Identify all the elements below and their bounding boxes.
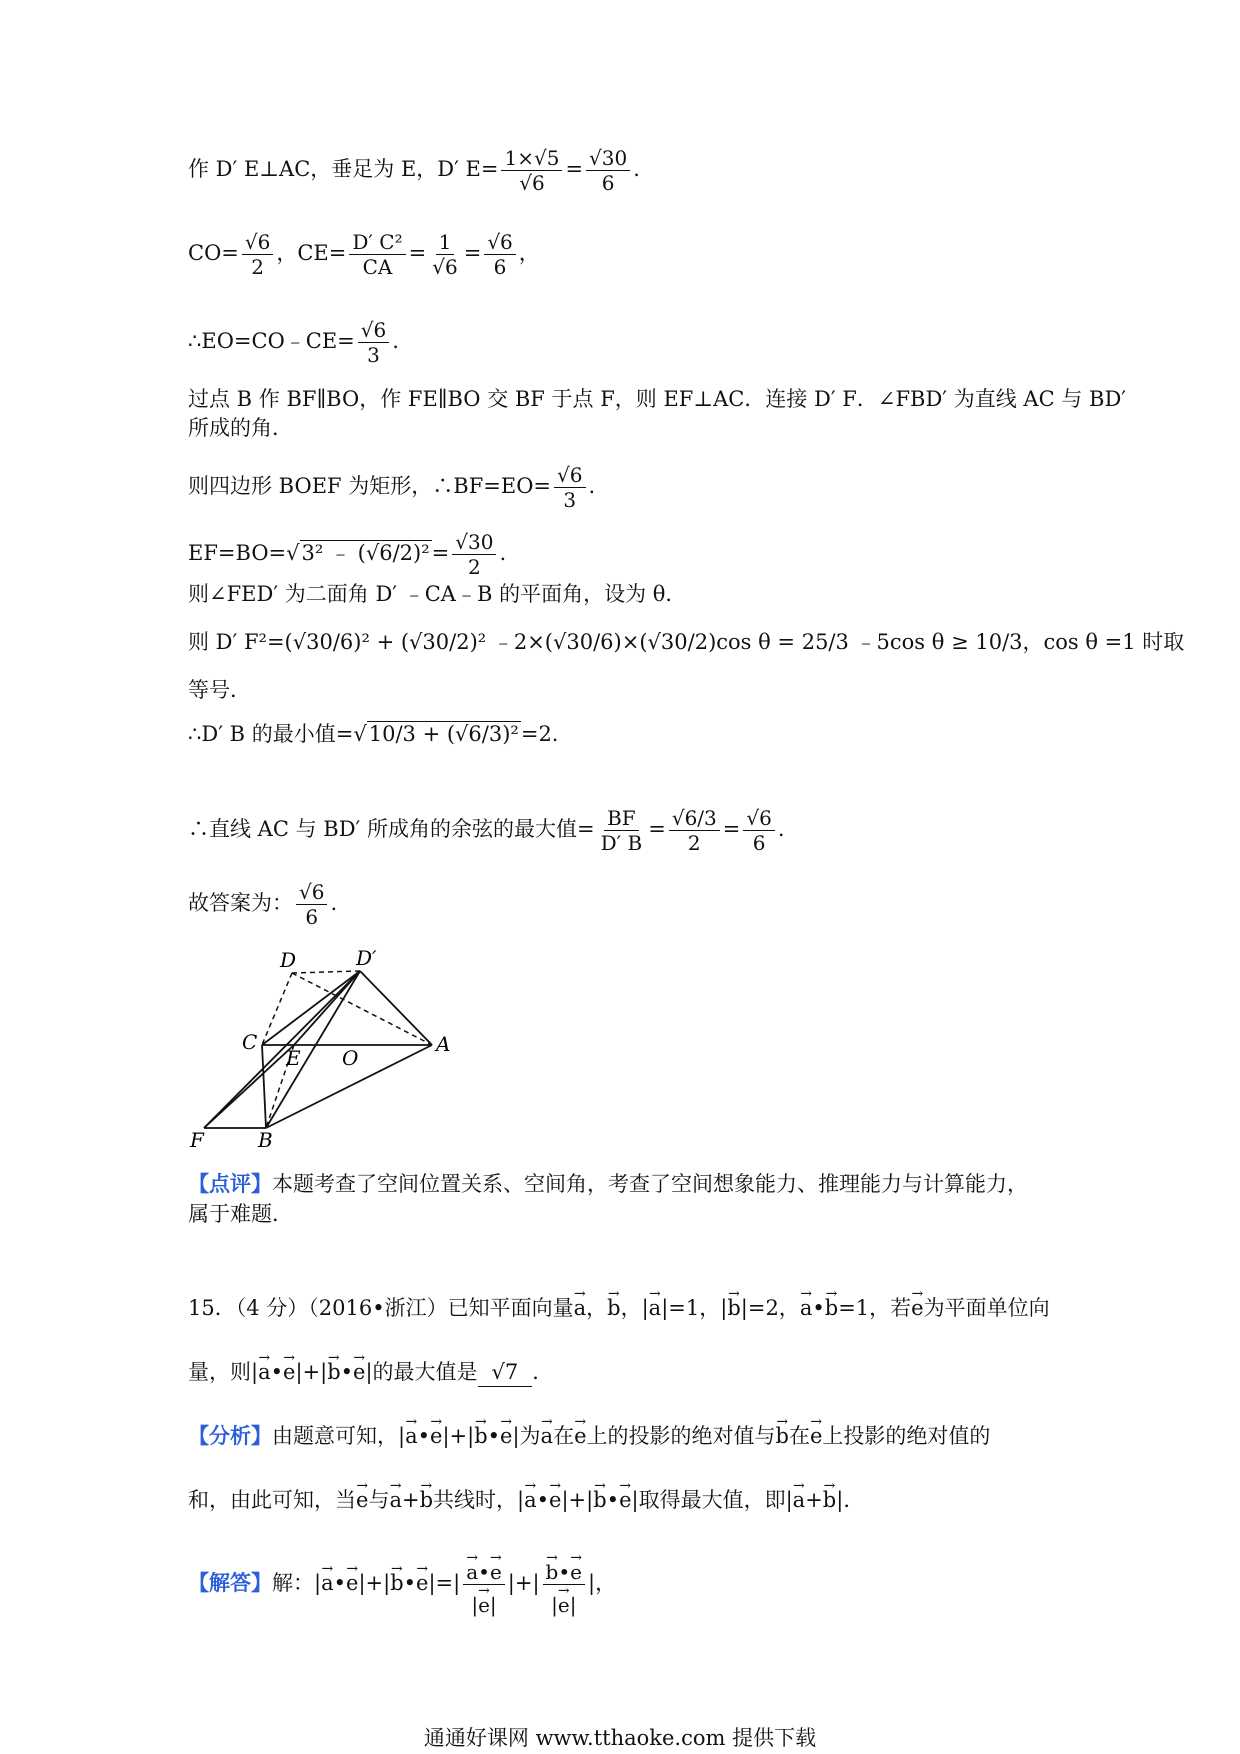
edge-DpF (204, 971, 360, 1128)
text: =1，若 (838, 1296, 912, 1320)
text: . (392, 329, 399, 353)
text: 则 D′ F²= (188, 630, 285, 654)
vector-e: → e (574, 1414, 586, 1450)
fraction (358, 318, 389, 367)
numerator: √6 (358, 318, 389, 343)
vector-e: → e (283, 1350, 295, 1386)
fraction (598, 806, 646, 855)
expression: (√30/6)² + (√30/2)² ﹣2×(√30/6)×(√30/2)cos θ = 25/3 ﹣5cos θ ≥ 10/3 (284, 630, 1023, 654)
vector-e: → e (619, 1478, 631, 1514)
denominator: 3 (563, 488, 577, 512)
fraction (452, 530, 496, 579)
vector-b: → b (390, 1561, 403, 1597)
text: . (777, 817, 785, 841)
text: ， (518, 241, 540, 265)
text: |取得最大值，即| (631, 1488, 793, 1512)
text: =2. (520, 722, 559, 746)
numerator: D′ C² (349, 230, 405, 255)
denominator: 6 (493, 255, 507, 279)
answer-line-1 (188, 1552, 1068, 1617)
fraction (669, 806, 720, 855)
text: EF=BO= (188, 541, 287, 565)
text: 和，由此可知，当 (188, 1488, 356, 1512)
numerator: √30 (452, 530, 496, 555)
denominator: 3 (367, 343, 380, 367)
vector-a: → a (793, 1478, 806, 1514)
analysis-line-2 (188, 1478, 1068, 1514)
text: |+| (561, 1488, 594, 1512)
fraction (429, 230, 460, 279)
edge-DpA (360, 971, 432, 1045)
text: = (565, 157, 584, 181)
vector-a: → a (800, 1286, 813, 1322)
solution-line-9 (188, 628, 1185, 656)
vector-e: → e (416, 1561, 428, 1597)
text: 量，则| (188, 1360, 259, 1384)
numerator: √6 (242, 230, 273, 255)
solution-line-2 (188, 230, 1068, 279)
label-F: F (190, 1128, 204, 1152)
vector-a: → a (389, 1478, 402, 1514)
fraction (349, 230, 405, 279)
denominator: √6 (432, 255, 458, 279)
solution-line-1 (188, 146, 1068, 195)
denominator: |→ e| (468, 1585, 499, 1617)
solution-line-4: 过点 B 作 BF∥BO，作 FE∥BO 交 BF 于点 F，则 EF⊥AC．连接 D′ F．∠FBD′ 为直线 AC 与 BD′ (188, 387, 1127, 411)
vector-b: → b (420, 1478, 433, 1514)
text: 在 (553, 1424, 575, 1448)
solution-line-8: 则∠FED′ 为二面角 D′ ﹣CA﹣B 的平面角，设为 θ． (188, 582, 687, 606)
solution-line-7 (188, 530, 1068, 579)
label-O: O (342, 1046, 359, 1070)
text: 共线时，| (433, 1488, 525, 1512)
comment-tag: 【点评】 (188, 1171, 272, 1196)
numerator: √6 (296, 880, 327, 905)
denominator: 6 (752, 831, 766, 855)
text: 则四边形 BOEF 为矩形，∴BF=EO= (188, 474, 552, 498)
text: 作 D′ E⊥AC，垂足为 E，D′ E= (188, 157, 499, 181)
label-C: C (242, 1030, 258, 1054)
text: • (606, 1488, 620, 1512)
text: 与 (368, 1488, 390, 1512)
radicand: 3² ﹣ (√6/2)² (301, 541, 430, 565)
text: 为平面单位向 (923, 1296, 1050, 1320)
text: = (722, 817, 741, 841)
text: ． (532, 1360, 554, 1384)
vector-e: → e (430, 1414, 442, 1450)
numerator: BF (604, 806, 639, 831)
text: 由题意可知，| (272, 1424, 406, 1448)
fraction (242, 230, 273, 279)
vector-a: → a (524, 1478, 537, 1514)
denominator: 2 (251, 255, 264, 279)
text: . (633, 157, 640, 181)
vector-e: → e (911, 1286, 923, 1322)
geometry-figure (180, 945, 460, 1160)
solution-line-6 (188, 463, 1068, 512)
text: |+| (442, 1424, 475, 1448)
text: ， (586, 1296, 608, 1320)
text: ∴EO=CO﹣CE= (188, 329, 355, 353)
denominator: |→ e| (548, 1585, 579, 1617)
numerator: √30 (586, 146, 630, 171)
vector-b: → b (546, 1552, 559, 1584)
text: = (408, 241, 427, 265)
text: . (588, 474, 596, 498)
square-root: √10/3 + (√6/3)² (353, 722, 519, 746)
answer-tag: 【解答】 (188, 1570, 272, 1595)
denominator: CA (362, 255, 393, 279)
denominator: 2 (687, 831, 701, 855)
vector-a: → a (321, 1561, 334, 1597)
text: |的最大值是 (365, 1360, 478, 1384)
text: + (401, 1488, 420, 1512)
vector-b: → b (593, 1478, 606, 1514)
vector-e: → e (353, 1350, 365, 1386)
edge-DA (292, 973, 432, 1045)
text: = (463, 241, 482, 265)
vector-e: → e (810, 1414, 822, 1450)
text: ，cos θ =1 时取 (1022, 630, 1185, 654)
denominator: 2 (468, 555, 481, 579)
radicand: 10/3 + (√6/3)² (368, 722, 519, 746)
solution-line-11 (188, 720, 1068, 748)
text: ∴直线 AC 与 BD′ 所成角的余弦的最大值= (188, 817, 595, 841)
text: CO= (188, 241, 239, 265)
text: • (478, 1560, 490, 1584)
text: 解：| (272, 1571, 322, 1595)
problem15-line-2 (188, 1350, 1068, 1387)
text: |+| (358, 1571, 391, 1595)
vector-a: → a (405, 1414, 418, 1450)
numerator: √6 (554, 463, 585, 488)
text: . (330, 891, 338, 915)
vector-e: → e (346, 1561, 358, 1597)
text: • (536, 1488, 550, 1512)
text: =1，| (668, 1296, 728, 1320)
analysis-line-1 (188, 1414, 1068, 1450)
edge-DDp (292, 971, 360, 973)
numerator: √6 (484, 230, 515, 255)
label-B: B (258, 1128, 273, 1152)
text: |=| (428, 1571, 461, 1595)
problem15-line-1: 15．（4 分）（2016•浙江）已知平面向量→ a，→ b，|→ a|=1，|→ b|=2，→ a•→ b=1，若→ e为平面单位向 (188, 1286, 1068, 1322)
text: 故答案为： (188, 891, 293, 915)
denominator: √6 (519, 171, 545, 195)
fraction (463, 1552, 505, 1617)
text: • (558, 1560, 571, 1584)
label-A: A (436, 1032, 451, 1056)
vector-e: → e (478, 1585, 490, 1617)
denominator: 6 (305, 905, 319, 929)
text: 15．（4 分）（2016•浙江）已知平面向量 (188, 1296, 574, 1320)
solution-line-5: 所成的角． (188, 416, 293, 440)
text: |+| (295, 1360, 328, 1384)
solution-line-3 (188, 318, 1068, 367)
denominator: 6 (601, 171, 615, 195)
text: |， (588, 1571, 617, 1595)
fraction (296, 880, 327, 929)
text: |． (836, 1488, 865, 1512)
vector-e: → e (356, 1478, 368, 1514)
vector-b: → b (823, 1478, 836, 1514)
fraction (743, 806, 774, 855)
label-E: E (286, 1046, 301, 1070)
vector-b: → b (825, 1286, 838, 1322)
text: 上的投影的绝对值与 (586, 1424, 776, 1448)
vector-e: → e (549, 1478, 561, 1514)
text: ∴D′ B 的最小值= (188, 722, 354, 746)
vector-a: → a (466, 1552, 478, 1584)
text: |为 (512, 1424, 541, 1448)
text: • (487, 1424, 501, 1448)
analysis-tag: 【分析】 (188, 1423, 272, 1448)
text: • (340, 1360, 354, 1384)
page-footer: 通通好课网 www.tthaoke.com 提供下载 (423, 1726, 817, 1750)
vector-b: → b (607, 1286, 620, 1322)
text: • (333, 1571, 346, 1595)
vector-a: → a (649, 1286, 662, 1322)
numerator: 1×√5 (501, 146, 562, 171)
label-Dprime: D′ (356, 946, 377, 970)
fraction (484, 230, 515, 279)
vector-e: → e (558, 1585, 570, 1617)
vector-b: → b (327, 1350, 340, 1386)
text: ，| (620, 1296, 649, 1320)
vector-e: → e (500, 1414, 512, 1450)
fraction (554, 463, 585, 512)
text: = (431, 541, 450, 565)
fraction (543, 1552, 585, 1617)
solution-line-10: 等号． (188, 678, 251, 702)
text: |+| (507, 1571, 540, 1595)
square-root: √3² ﹣ (√6/2)² (286, 541, 430, 565)
text: + (805, 1488, 823, 1512)
vector-b: → b (727, 1286, 740, 1322)
vector-e: → e (570, 1552, 582, 1584)
text: = (648, 817, 666, 841)
vector-a: → a (258, 1350, 271, 1386)
text: • (403, 1571, 417, 1595)
text: . (499, 541, 507, 565)
label-D: D (280, 948, 297, 972)
text: =2， (747, 1296, 800, 1320)
edge-CB (262, 1045, 266, 1128)
text: • (417, 1424, 430, 1448)
vector-e: → e (490, 1552, 502, 1584)
solution-line-12 (188, 806, 1068, 855)
text: ，CE= (276, 241, 347, 265)
text: • (812, 1296, 825, 1320)
numerator: √6/3 (669, 806, 720, 831)
vector-a: → a (574, 1286, 587, 1322)
vector-a: → a (541, 1414, 554, 1450)
solution-line-13 (188, 880, 1068, 929)
text: 本题考查了空间位置关系、空间角，考查了空间想象能力、推理能力与计算能力， (272, 1172, 1028, 1196)
vector-b: → b (776, 1414, 789, 1450)
fraction (501, 146, 562, 195)
answer-blank: √7 (478, 1358, 533, 1387)
fraction (586, 146, 630, 195)
comment-line-2: 属于难题． (188, 1202, 293, 1226)
text: • (270, 1360, 283, 1384)
text: 在 (788, 1424, 810, 1448)
numerator: 1 (436, 230, 455, 255)
denominator: D′ B (600, 831, 643, 855)
text: 上投影的绝对值的 (822, 1424, 991, 1448)
comment-line-1 (188, 1170, 1068, 1198)
numerator: √6 (743, 806, 774, 831)
vector-b: → b (474, 1414, 487, 1450)
